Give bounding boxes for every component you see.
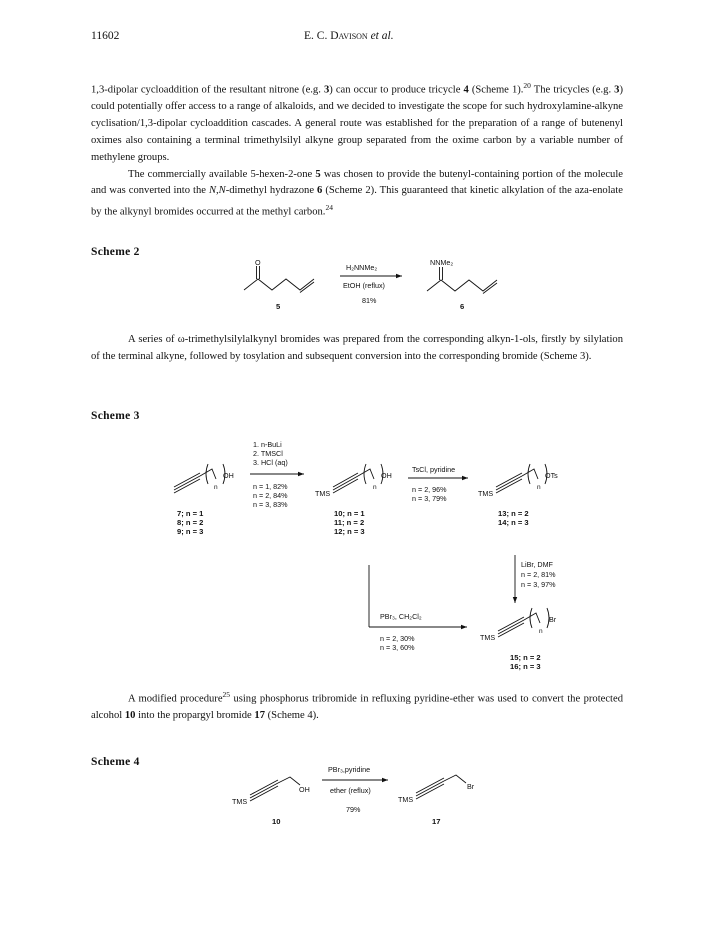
text: The commercially available 5-hexen-2-one bbox=[128, 168, 316, 180]
step4-reagent: PBr₃, CH₂Cl₂ bbox=[380, 612, 422, 621]
n-subscript: n bbox=[537, 484, 541, 491]
compound-ref: 10 bbox=[124, 710, 136, 722]
int2-label-14: 14; n = 3 bbox=[498, 518, 529, 527]
n-subscript: n bbox=[373, 484, 377, 491]
step4-yield-1: n = 2, 30% bbox=[380, 634, 415, 643]
compound-ref: 3 bbox=[323, 84, 330, 96]
oh-group: OH bbox=[299, 785, 310, 794]
step4-yield-2: n = 3, 60% bbox=[380, 643, 415, 652]
tms-label: TMS bbox=[315, 489, 331, 498]
int1-label-12: 12; n = 3 bbox=[334, 527, 365, 536]
arrow-head bbox=[462, 476, 468, 480]
compound-ref: 4 bbox=[463, 84, 469, 96]
step1-yield-1: n = 1, 82% bbox=[253, 482, 288, 491]
citation: 24 bbox=[325, 203, 333, 213]
br-group: Br bbox=[467, 782, 475, 791]
text: The tricycles (e.g. bbox=[530, 84, 615, 96]
text: ) can occur to produce tricycle bbox=[329, 84, 464, 96]
compound-6-structure bbox=[427, 267, 497, 294]
nnme2-group: NNMe₂ bbox=[430, 258, 454, 267]
compound-5-structure bbox=[244, 266, 314, 293]
text: (Scheme 2). This guaranteed that kinetic alkylation of the aza-enolate by the alkynyl bromides occurred at the methyl carbon. bbox=[91, 185, 623, 218]
step1-yield-3: n = 3, 83% bbox=[253, 500, 288, 509]
text: using phosphorus tribromide in refluxing pyridine-ether was used to convert the protected alcohol bbox=[91, 693, 623, 722]
sm-label-9: 9; n = 3 bbox=[177, 527, 204, 536]
italic-text: N,N bbox=[208, 185, 226, 197]
text: -dimethyl hydrazone bbox=[225, 185, 318, 197]
n-subscript: n bbox=[539, 628, 543, 635]
step2-reagent: TsCl, pyridine bbox=[412, 465, 456, 474]
step1-yield-2: n = 2, 84% bbox=[253, 491, 288, 500]
int2-label-13: 13; n = 2 bbox=[498, 509, 529, 518]
sm-label-8: 8; n = 2 bbox=[177, 518, 204, 527]
step3-yield-1: n = 2, 81% bbox=[521, 570, 556, 579]
running-head-authors: E. C. Davison bbox=[304, 30, 368, 42]
step1-reagent-1: 1. n-BuLi bbox=[253, 440, 282, 449]
step3-yield-2: n = 3, 97% bbox=[521, 580, 556, 589]
br-group: Br bbox=[549, 615, 557, 624]
step3-reagent: LiBr, DMF bbox=[521, 560, 553, 569]
text: 1,3-dipolar cycloaddition of the resultant nitrone (e.g. bbox=[91, 84, 324, 96]
tms-label: TMS bbox=[398, 795, 414, 804]
tms-label: TMS bbox=[480, 633, 496, 642]
tms-label: TMS bbox=[478, 489, 494, 498]
reagent-1: H₂NNMe₂ bbox=[346, 263, 378, 272]
step2-yield-1: n = 2, 96% bbox=[412, 485, 447, 494]
scheme-3-label: Scheme 3 bbox=[91, 410, 140, 422]
arrow-head bbox=[396, 274, 402, 278]
reagent-2: ether (reflux) bbox=[330, 786, 371, 795]
scheme-4 bbox=[232, 765, 475, 826]
yield: 79% bbox=[346, 805, 361, 814]
paragraph-3-text: A series of ω-trimethylsilylalkynyl bromides was prepared from the corresponding alkyn-1-ols, firstly by silylation of the terminal alkyne, followed by tosylation and subsequent conversion into the corresponding bromide (Scheme 3). bbox=[91, 334, 623, 362]
compound-ref: 3 bbox=[614, 84, 620, 96]
sm-label-7: 7; n = 1 bbox=[177, 509, 204, 518]
tms-label: TMS bbox=[232, 797, 248, 806]
n-subscript: n bbox=[214, 484, 218, 491]
compound-ref: 17 bbox=[254, 710, 265, 722]
compound-ref: 5 bbox=[315, 168, 321, 180]
step2-yield-2: n = 3, 79% bbox=[412, 494, 447, 503]
oh-group: OH bbox=[223, 471, 234, 480]
prod-label-15: 15; n = 2 bbox=[510, 653, 541, 662]
reagent-1: PBr₃,pyridine bbox=[328, 765, 371, 774]
propargyl-alcohol-structure bbox=[250, 777, 300, 801]
carbonyl-o-label: O bbox=[255, 258, 261, 267]
scheme-2-label: Scheme 2 bbox=[91, 246, 140, 258]
scheme-2 bbox=[244, 258, 497, 311]
step1-reagent-3: 3. HCl (aq) bbox=[253, 458, 288, 467]
yield: 81% bbox=[362, 296, 377, 305]
text: was chosen to provide the butenyl-containing portion of the molecule and was converted into the bbox=[91, 168, 623, 197]
scheme-4-label: Scheme 4 bbox=[91, 756, 140, 768]
propargyl-bromide-structure bbox=[416, 775, 466, 799]
scheme-3 bbox=[174, 440, 558, 671]
arrow-head bbox=[461, 625, 467, 629]
arrow-head bbox=[298, 472, 304, 476]
compound-5-number: 5 bbox=[276, 302, 281, 311]
compound-10-number: 10 bbox=[272, 817, 281, 826]
arrow-head bbox=[513, 597, 517, 603]
text: ) could potentially offer access to a range of alkaloids, and we decided to investigate the scope for such hydroxylamine-alkyne cyclisation/1,3-dipolar cycloaddition cascades. A general route was established for the preparation of a range of butenenyl oximes also containing a terminal trimethylsilyl alkyne group separated from the oxime carbon by a variable number of methylene groups. bbox=[91, 84, 623, 163]
int1-label-10: 10; n = 1 bbox=[334, 509, 365, 518]
text: A modified procedure bbox=[128, 693, 223, 705]
running-head-etal: et al. bbox=[370, 30, 394, 42]
arrow-head bbox=[382, 778, 388, 782]
citation: 20 bbox=[523, 81, 531, 90]
compound-ref: 6 bbox=[317, 185, 323, 197]
ots-group: OTs bbox=[545, 471, 558, 480]
text: (Scheme 1). bbox=[468, 84, 524, 96]
compound-6-number: 6 bbox=[460, 302, 465, 311]
text: into the propargyl bromide bbox=[135, 710, 255, 722]
citation: 25 bbox=[222, 690, 231, 699]
oh-group: OH bbox=[381, 471, 392, 480]
int1-label-11: 11; n = 2 bbox=[334, 518, 365, 527]
compound-17-number: 17 bbox=[432, 817, 441, 826]
text: (Scheme 4). bbox=[265, 710, 319, 722]
reagent-2: EtOH (reflux) bbox=[343, 281, 385, 290]
prod-label-16: 16; n = 3 bbox=[510, 662, 541, 671]
step1-reagent-2: 2. TMSCl bbox=[253, 449, 283, 458]
page-number: 11602 bbox=[91, 30, 120, 42]
